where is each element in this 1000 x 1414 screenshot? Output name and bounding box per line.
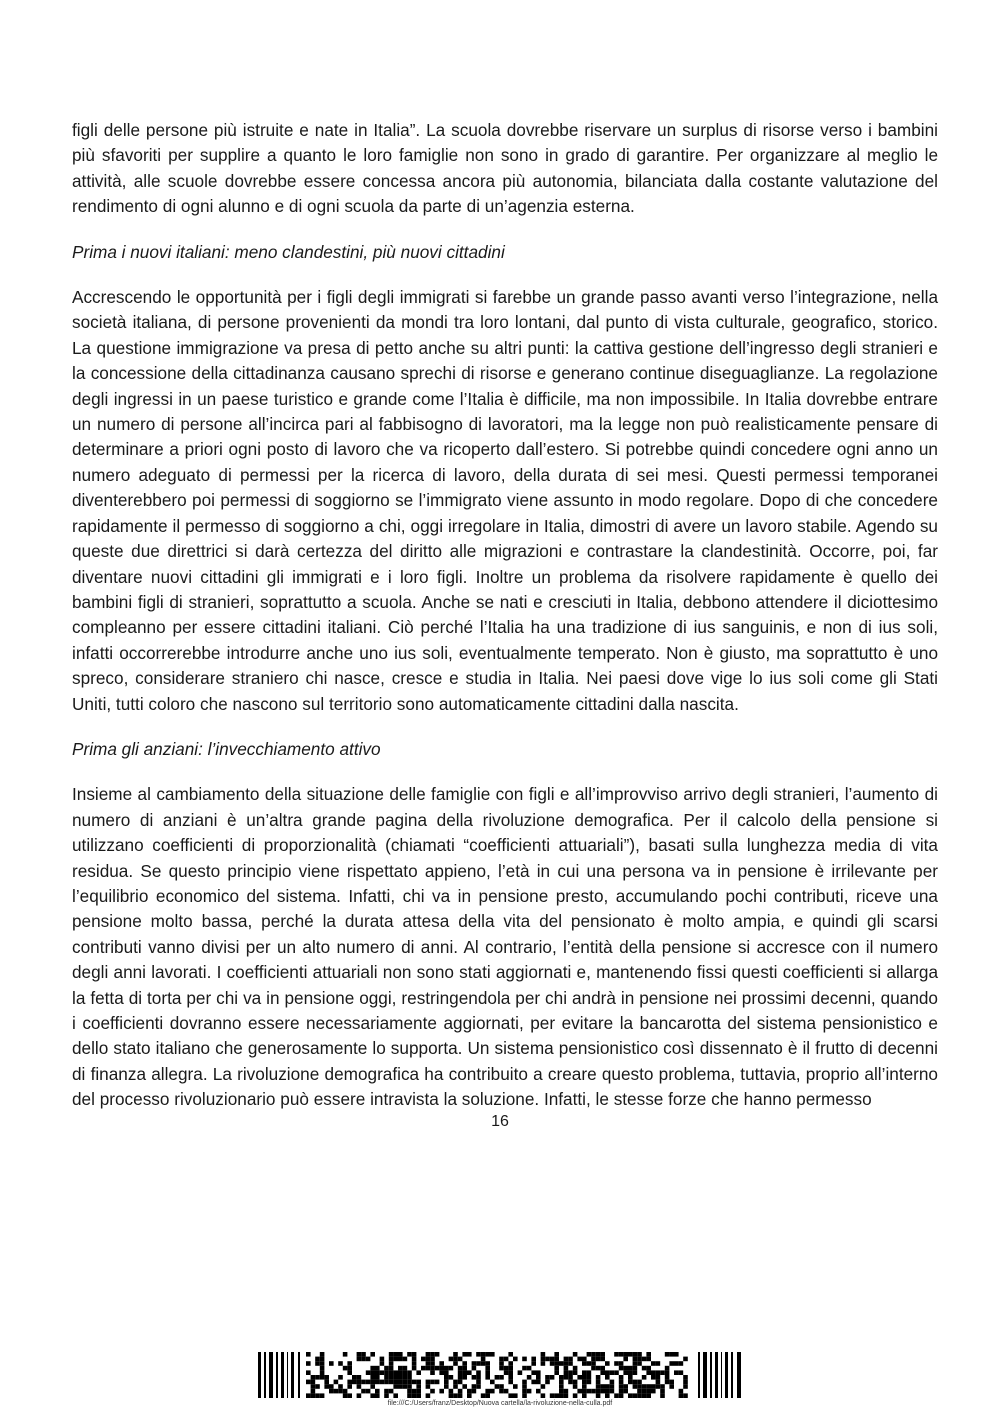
paragraph: Insieme al cambiamento della situazione delle famiglie con figli e all’improvviso arrivo degli stranieri, l’aumento di numero di anziani è un’altra grande pagina della rivoluzione demografica. Per il calcolo della pensione si utilizzano coefficienti di proporzionalità (chiamati “coefficienti attuariali”), basati sulla lunghezza media di vita residua. Se questo principio viene rispettato appieno, l’età in cui una persona va in pensione è irrilevante per l’equilibrio economico del sistema. Infatti, chi va in pensione presto, accumulando pochi contributi, riceve una pensione molto bassa, perché la durata attesa della vita del pensionato è molto ampia, e quindi gli scarsi contributi vanno divisi per un alto numero di anni. Al contrario, l’entità della pensione si accresce con il numero degli anni lavorati. I coefficienti attuariali non sono stati aggiornati e, mantenendo fissi questi coefficienti si allarga la fetta di torta per chi va in pensione oggi, restringendola per chi andrà in pensione nei prossimi decenni, quando i coefficienti dovranno essere necessariamente aggiornati, per evitare la bancarotta del sistema pensionistico e dello stato italiano che generosamente lo supporta. Un sistema pensionistico così dissennato è il frutto di decenni di finanza allegra. La rivoluzione demografica ha contribuito a creare questo problema, tuttavia, proprio all’interno del processo rivoluzionario può essere intravista la soluzione. Infatti, le stesse forze che hanno permesso [72,784,938,1110]
paragraph: figli delle persone più istruite e nate in Italia”. La scuola dovrebbe riservare un surplus di risorse verso i bambini più sfavoriti per supplire a quanto le loro famiglie non sono in grado di garantire. Per organizzare al meglio le attività, alle scuole dovrebbe essere concessa ancora più autonomia, bilanciata dalla costante valutazione del rendimento di ogni alunno e di ogni scuola da parte di un’agenzia esterna. [72,120,938,217]
document-body [72,118,938,1113]
section-heading: Prima i nuovi italiani: meno clandestini, più nuovi cittadini [72,241,505,262]
section-heading: Prima gli anziani: l’invecchiamento attivo [72,738,381,759]
page-number: 16 [491,1113,509,1130]
paragraph: Accrescendo le opportunità per i figli degli immigrati si farebbe un grande passo avanti verso l’integrazione, nella società italiana, di persone provenienti da mondi tra loro lontani, dal punto di vista culturale, geografico, storico. La questione immigrazione va presa di petto anche su altri punti: la cattiva gestione dell’ingresso degli stranieri e la concessione della cittadinanza causano sprechi di risorse e generano continue diseguaglianze. La regolazione degli ingressi in un paese turistico e grande come l’Italia è difficile, ma non impossibile. In Italia dovrebbe entrare un numero di persone all’incirca pari al fabbisogno di lavoratori, ma la legge non può realisticamente pensare di determinare a priori ogni posto di lavoro che va ricoperto dall’estero. Si potrebbe quindi concedere ogni anno un numero adeguato di permessi per la ricerca di lavoro, della durata di sei mesi. Questi permessi temporanei diventerebbero poi permessi di soggiorno se l’immigrato viene assunto in modo regolare. Dopo di che concedere rapidamente il permesso di soggiorno a chi, oggi irregolare in Italia, dimostri di avere un lavoro stabile. Agendo su queste due direttrici si darà certezza del diritto alle migrazioni e contrastare la clandestinità. Occorre, poi, far diventare nuovi cittadini gli immigrati e i loro figli. Inoltre un problema da risolvere rapidamente è quello dei bambini figli di stranieri, soprattutto a scuola. Anche se nati e cresciuti in Italia, debbono attendere il diciottesimo compleanno per essere cittadini italiani. Ciò perché l’Italia ha una tradizione di ius sanguinis, e non di ius soli, infatti occorrerebbe introdurre anche uno ius soli, eventualmente temperato. Non è giusto, ma soprattutto è uno spreco, considerare straniero chi nasce, cresce e studia in Italia. Nei paesi dove vige lo ius soli come gli Stati Uniti, tutti coloro che nascono sul territorio sono automaticamente cittadini dalla nascita. [72,287,938,714]
barcode-image [258,1352,742,1398]
file-path-footer: file:///C:/Users/franz/Desktop/Nuova cartella/la-rivoluzione-nella-culla.pdf [387,1400,613,1407]
